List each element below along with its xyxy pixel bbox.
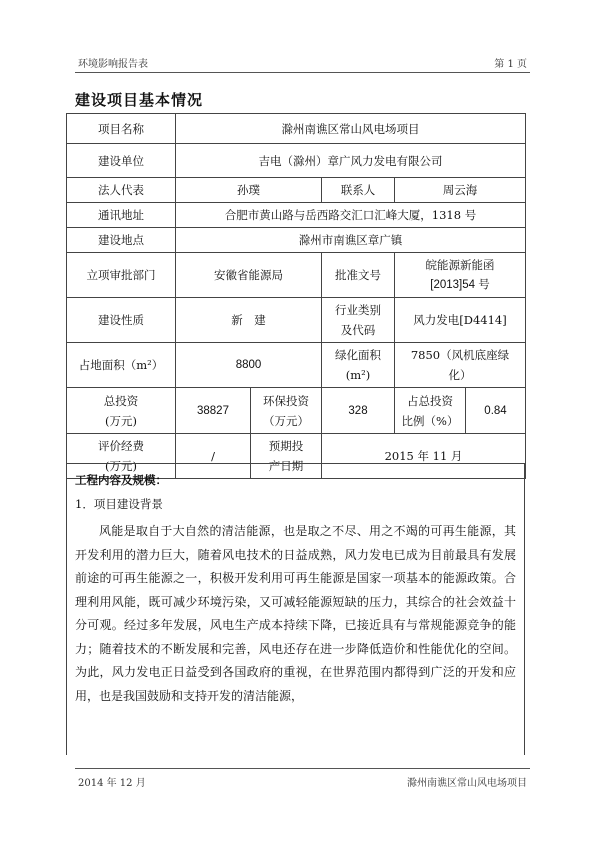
header-divider: [75, 72, 530, 73]
env-invest-label-line2: （万元）: [263, 413, 309, 428]
green-value: [395, 343, 526, 388]
approval-no-label: 批准文号: [322, 253, 395, 298]
ratio-label: [395, 388, 466, 434]
green-value-line1: 7850（风机底座绿: [410, 348, 510, 362]
footer-divider: [75, 768, 530, 769]
table-row: [67, 114, 526, 144]
header-left-text: 环境影响报告表: [78, 59, 148, 70]
table-row: [67, 253, 526, 298]
invest-label: [67, 388, 176, 434]
address-label: 通讯地址: [67, 203, 176, 228]
subsection-title: 1．项目建设背景: [75, 497, 163, 511]
invest-label-line2: (万元): [105, 413, 137, 428]
footer-project-name: 滁州南谯区常山风电场项目: [407, 778, 527, 789]
ratio-label-line2: 比例（%）: [401, 413, 459, 428]
green-label-line2: (m²): [345, 368, 371, 382]
nature-label: 建设性质: [67, 298, 176, 343]
table-row: [67, 144, 526, 178]
nature-value: 新 建: [176, 298, 322, 343]
contact-value: 周云海: [395, 178, 526, 203]
approval-dept-value: 安徽省能源局: [176, 253, 322, 298]
unit-label: 建设单位: [67, 144, 176, 178]
project-name-label: 项目名称: [67, 114, 176, 144]
approval-no-line1: 皖能源新能函: [425, 258, 495, 272]
env-invest-label: [251, 388, 322, 434]
green-label-line1: 绿化面积: [335, 348, 381, 362]
green-value-line2: 化）: [448, 368, 472, 382]
address-value: 合肥市黄山路与岳西路交汇口汇峰大厦，1318 号: [176, 203, 526, 228]
eval-value: /: [176, 434, 251, 479]
date-label-line2: 产日期: [268, 459, 304, 473]
table-row: [67, 178, 526, 203]
header-page-number: 第 1 页: [494, 59, 527, 70]
ratio-label-line1: 占总投资: [407, 393, 453, 408]
date-label-line1: 预期投: [268, 439, 304, 453]
page-title: 建设项目基本情况: [75, 91, 204, 109]
project-name-value: 滁州南谯区常山风电场项目: [176, 114, 526, 144]
area-value: 8800: [176, 343, 322, 388]
env-invest-value: 328: [322, 388, 395, 434]
date-value: 2015 年 11 月: [322, 434, 526, 479]
background-paragraph: 风能是取自于大自然的清洁能源，也是取之不尽、用之不竭的可再生能源，其开发利用的潜力巨大，随着风电技术的日益成熟，风力发电已成为目前最具有发展前途的可再生能源之一，积极开发利用可再生能源是国家一项基本的能源政策。合理利用风能，既可减少环境污染，又可减轻能源短缺的压力，其综合的社会效益十分可观。经过多年发展，风电生产成本持续下降，已接近具有与常规能源竞争的能力；随着技术的不断发展和完善，风电还存在进一步降低造价和性能优化的空间。为此，风力发电正日益受到各国政府的重视，在世界范围内都得到广泛的开发和应用，也是我国鼓励和支持开发的清洁能源，: [75, 524, 516, 703]
table-row: [67, 343, 526, 388]
green-label: [322, 343, 395, 388]
location-value: 滁州市南谯区章广镇: [176, 228, 526, 253]
industry-label: [322, 298, 395, 343]
table-row: [67, 388, 526, 434]
location-label: 建设地点: [67, 228, 176, 253]
approval-no-value: [395, 253, 526, 298]
ratio-value: 0.84: [466, 388, 526, 434]
eval-label-line1: 评价经费: [98, 439, 144, 453]
contact-label: 联系人: [322, 178, 395, 203]
invest-label-line1: 总投资: [103, 393, 139, 408]
area-label: 占地面积（m²）: [67, 343, 176, 388]
industry-label-line2: 及代码: [340, 323, 376, 337]
industry-label-line1: 行业类别: [335, 303, 381, 317]
table-row: [67, 298, 526, 343]
legal-label: 法人代表: [67, 178, 176, 203]
approval-dept-label: 立项审批部门: [67, 253, 176, 298]
table-row: [67, 228, 526, 253]
invest-value: 38827: [176, 388, 251, 434]
project-content-section: [66, 463, 525, 755]
env-invest-label-line1: 环保投资: [263, 393, 309, 408]
unit-value: 吉电（滁州）章广风力发电有限公司: [176, 144, 526, 178]
section-title: 工程内容及规模：: [75, 473, 167, 487]
approval-no-line2: [2013]54 号: [430, 279, 490, 291]
footer-date: 2014 年 12 月: [78, 778, 146, 789]
legal-value: 孙璞: [176, 178, 322, 203]
table-row: [67, 203, 526, 228]
project-info-table: [66, 113, 526, 479]
eval-label-line2: (万元): [105, 459, 137, 473]
industry-value: 风力发电[D4414]: [395, 298, 526, 343]
